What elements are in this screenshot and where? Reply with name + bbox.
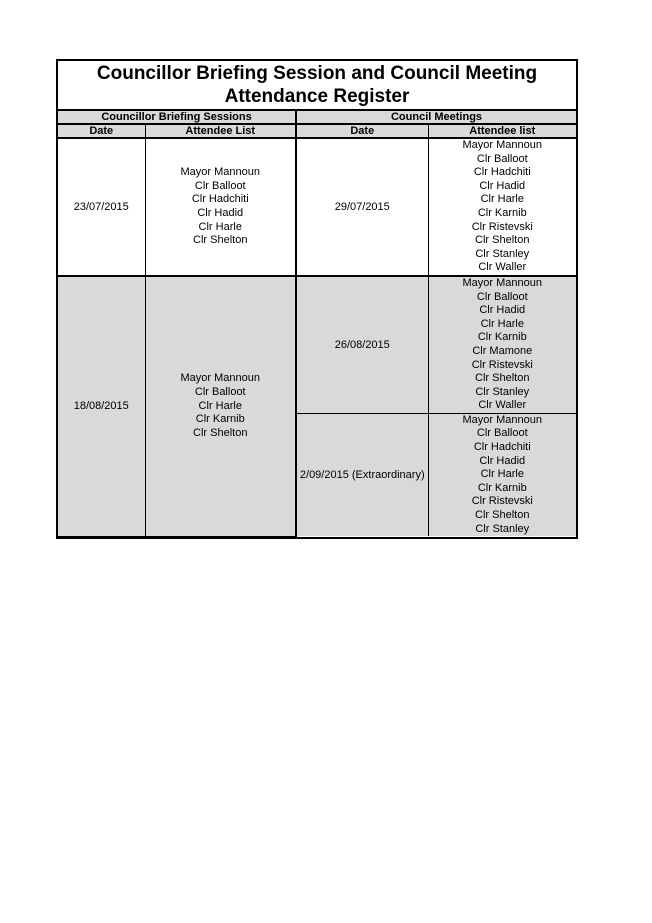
attendee-name: Clr Shelton bbox=[193, 426, 248, 439]
briefing-date: 18/08/2015 bbox=[58, 276, 145, 536]
meeting-attendee-list bbox=[428, 276, 576, 413]
meeting-attendee-list bbox=[428, 413, 576, 536]
briefing-date: 23/07/2015 bbox=[58, 138, 145, 276]
attendee-name: Clr Shelton bbox=[475, 234, 530, 247]
attendee-name: Mayor Mannoun bbox=[180, 372, 260, 385]
attendee-name: Clr Harle bbox=[480, 317, 524, 330]
attendee-name: Clr Hadid bbox=[479, 179, 526, 192]
attendee-name: Clr Karnib bbox=[477, 331, 527, 344]
attendee-name: Clr Ristevski bbox=[471, 495, 533, 508]
attendee-name: Clr Stanley bbox=[475, 385, 530, 398]
attendee-name: Clr Harle bbox=[480, 468, 524, 481]
attendee-name: Clr Ristevski bbox=[471, 358, 533, 371]
attendee-name: Clr Balloot bbox=[194, 385, 246, 398]
attendee-name: Clr Ristevski bbox=[471, 220, 533, 233]
attendee-name: Mayor Mannoun bbox=[462, 276, 543, 289]
meetings-group-header: Council Meetings bbox=[296, 111, 576, 124]
meeting-date: 2/09/2015 (Extraordinary) bbox=[296, 413, 428, 536]
attendance-register-sheet bbox=[56, 59, 578, 539]
column-header-row bbox=[58, 124, 576, 138]
attendee-name: Mayor Mannoun bbox=[180, 166, 260, 179]
meeting-date-header: Date bbox=[296, 124, 428, 138]
attendee-name: Clr Karnib bbox=[477, 481, 527, 494]
attendee-name: Clr Hadchiti bbox=[473, 441, 531, 454]
table-row bbox=[58, 138, 576, 276]
title-line-2: Attendance Register bbox=[224, 86, 410, 107]
attendee-name: Clr Hadid bbox=[197, 206, 244, 219]
briefing-attendee-list bbox=[145, 276, 296, 536]
attendee-name: Clr Harle bbox=[198, 399, 242, 412]
attendee-name: Clr Waller bbox=[478, 261, 527, 274]
attendee-name: Clr Hadid bbox=[479, 304, 526, 317]
briefing-attendees-header: Attendee List bbox=[145, 124, 296, 138]
attendee-name: Clr Balloot bbox=[476, 427, 528, 440]
attendee-name: Clr Hadid bbox=[479, 454, 526, 467]
attendee-name: Clr Harle bbox=[480, 193, 524, 206]
page-title bbox=[58, 61, 576, 111]
table-row bbox=[58, 276, 576, 413]
attendee-name: Clr Mamone bbox=[472, 344, 533, 357]
attendee-name: Clr Karnib bbox=[477, 206, 527, 219]
attendee-name: Clr Shelton bbox=[475, 509, 530, 522]
attendee-name: Clr Balloot bbox=[194, 179, 246, 192]
attendee-name: Clr Balloot bbox=[476, 152, 528, 165]
meeting-date: 29/07/2015 bbox=[296, 138, 428, 276]
attendee-name: Clr Balloot bbox=[476, 290, 528, 303]
attendee-name: Clr Waller bbox=[478, 399, 527, 412]
group-header-row bbox=[58, 111, 576, 124]
meeting-attendee-list bbox=[428, 138, 576, 276]
attendee-name: Clr Stanley bbox=[475, 247, 530, 260]
title-line-1: Councillor Briefing Session and Council Meeting bbox=[96, 63, 538, 84]
attendee-name: Clr Karnib bbox=[195, 413, 245, 426]
briefing-group-header: Councillor Briefing Sessions bbox=[58, 111, 296, 124]
attendee-name: Clr Hadchiti bbox=[191, 193, 249, 206]
attendance-table bbox=[58, 111, 576, 537]
briefing-attendee-list bbox=[145, 138, 296, 276]
attendee-name: Mayor Mannoun bbox=[462, 413, 543, 426]
attendee-name: Clr Stanley bbox=[475, 522, 530, 535]
briefing-date-header: Date bbox=[58, 124, 145, 138]
meeting-attendees-header: Attendee list bbox=[428, 124, 576, 138]
meeting-date: 26/08/2015 bbox=[296, 276, 428, 413]
attendee-name: Clr Hadchiti bbox=[473, 166, 531, 179]
attendee-name: Clr Shelton bbox=[193, 234, 248, 247]
attendee-name: Clr Harle bbox=[198, 220, 242, 233]
attendee-name: Mayor Mannoun bbox=[462, 139, 543, 151]
attendee-name: Clr Shelton bbox=[475, 372, 530, 385]
